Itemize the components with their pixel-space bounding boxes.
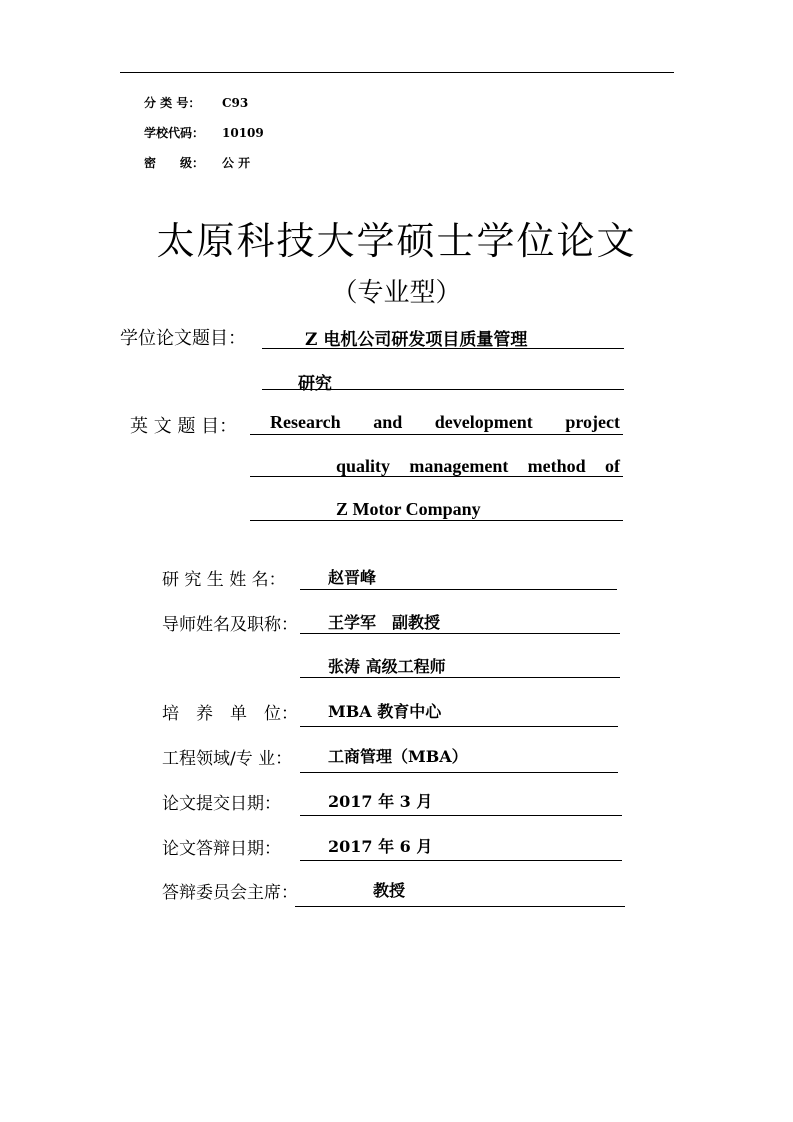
advisor-label: 导师姓名及职称： [162, 615, 298, 635]
school-code-label: 学校代码： [144, 126, 205, 140]
cn-title-line2: 研究 [298, 374, 332, 394]
chair-value: 教授 [373, 881, 406, 900]
submit-date-value: 2017 年 3 月 [328, 792, 433, 811]
defense-date-label: 论文答辩日期： [162, 839, 281, 859]
school-code-value: 10109 [222, 126, 264, 140]
en-word: quality [336, 456, 391, 476]
field-underline [300, 772, 618, 773]
en-word: and [373, 412, 403, 432]
submit-date-underline [300, 815, 622, 816]
unit-label: 培 养 单 位： [162, 704, 298, 724]
school-code-row [144, 124, 264, 141]
cn-title-underline-2 [262, 389, 624, 390]
secrecy-label: 密 级： [144, 156, 205, 170]
main-title: 太原科技大学硕士学位论文 [156, 219, 637, 263]
defense-date-underline [300, 860, 622, 861]
student-underline [300, 589, 617, 590]
student-value: 赵晋峰 [328, 568, 377, 587]
chair-underline [295, 906, 625, 907]
classification-value: C93 [222, 96, 249, 110]
advisor-underline-2 [300, 677, 620, 678]
header-rule [120, 72, 674, 73]
student-label: 研 究 生 姓 名： [162, 570, 286, 590]
field-label: 工程领域/专 业： [162, 749, 293, 769]
unit-underline [300, 726, 618, 727]
en-word: management [409, 456, 509, 476]
en-word: Research [270, 412, 341, 432]
unit-value: MBA 教育中心 [328, 702, 442, 721]
en-title-line3: Z Motor Company [336, 499, 481, 519]
en-title-line1 [270, 412, 620, 433]
advisor-value-1: 王学军 副教授 [328, 613, 441, 632]
defense-date-value: 2017 年 6 月 [328, 837, 433, 856]
secrecy-value: 公 开 [222, 156, 251, 170]
classification-row [144, 94, 248, 111]
en-title-label: 英 文 题 目： [130, 416, 238, 437]
cn-title-line1: Z 电机公司研发项目质量管理 [305, 330, 528, 350]
en-title-line2 [336, 456, 620, 477]
submit-date-label: 论文提交日期： [162, 794, 281, 814]
sub-title: （专业型） [331, 278, 462, 308]
en-title-underline-2 [250, 476, 623, 477]
classification-label: 分 类 号： [144, 96, 201, 110]
en-word: development [434, 412, 533, 432]
cn-title-label: 学位论文题目： [120, 328, 246, 349]
en-word: method [527, 456, 586, 476]
advisor-value-2: 张涛 高级工程师 [328, 657, 446, 676]
chair-label: 答辩委员会主席： [162, 883, 298, 903]
field-value: 工商管理（MBA） [328, 747, 468, 766]
en-word: project [565, 412, 620, 432]
en-title-underline-3 [250, 520, 623, 521]
advisor-underline-1 [300, 633, 620, 634]
en-title-underline-1 [250, 434, 623, 435]
en-word: of [605, 456, 620, 476]
secrecy-row [144, 154, 250, 171]
cn-title-underline-1 [262, 348, 624, 349]
